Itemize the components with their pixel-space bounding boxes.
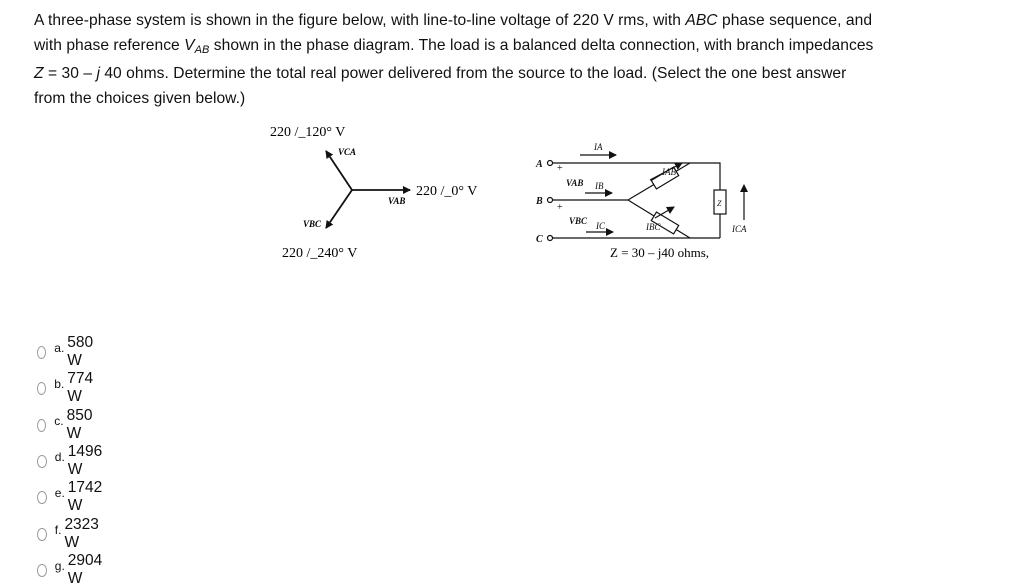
option-a[interactable] [37,334,97,369]
plus-a-label: + [557,163,563,174]
ic-label: IC [596,221,605,231]
vbc-label: VBC [569,216,588,226]
phasor-vab-value: 220 /_0° V [416,184,478,199]
ia-label: IA [594,142,603,152]
question-line-1: A three-phase system is shown in the figure below, with line-to-line voltage of 220 V rms, with ABC phase sequence, and [34,12,873,29]
option-g-letter: g. [54,559,65,573]
option-a-value: 580 W [67,334,94,369]
plus-b-label: + [557,202,563,213]
vab-label: VAB [566,178,584,188]
ibc-label: IBC [646,222,661,232]
option-e[interactable] [37,479,106,514]
ica-label: ICA [732,224,747,234]
option-f[interactable] [37,516,102,551]
option-a-letter: a. [54,341,65,355]
phasor-vbc-arrow [326,190,352,228]
radio-option-a[interactable] [37,346,46,359]
radio-option-e[interactable] [37,491,47,504]
radio-option-d[interactable] [37,455,47,468]
option-f-letter: f. [54,523,62,537]
phasor-vbc-label: VBC [303,219,322,229]
z-ca-label: Z [717,199,722,208]
option-f-value: 2323 W [64,516,99,551]
radio-option-g[interactable] [37,564,47,577]
phasor-vab-label: VAB [388,196,406,206]
phasor-vbc-value: 220 /_240° V [282,246,358,261]
option-d-letter: d. [54,450,65,464]
node-b-label: B [536,196,543,207]
phasor-vca-value: 220 /_120° V [270,125,346,140]
node-c-label: C [536,234,543,245]
radio-option-f[interactable] [37,528,47,541]
radio-option-c[interactable] [37,419,46,432]
phasor-diagram [270,125,477,261]
question-line-2: with phase reference $V_{AB}$ shown in the phase diagram. The load is a balanced delta connection, with branch impedances [34,36,874,56]
option-b[interactable] [37,370,97,405]
option-b-value: 774 W [67,370,94,405]
ib-label: IB [595,181,604,191]
question-line-3: Z = 30 – j 40 ohms. Determine the total real power delivered from the source to the load. (Select the one best answer [34,65,847,82]
option-d-value: 1496 W [67,443,103,478]
phasor-vca-label: VCA [338,147,357,157]
option-g-value: 2904 W [67,552,103,587]
terminal-c [548,236,553,241]
option-c[interactable] [37,407,96,442]
node-a-label: A [536,159,543,170]
impedance-value: Z = 30 – j40 ohms, [610,245,710,260]
iab-label: IAB [662,167,676,177]
option-e-value: 1742 W [67,479,103,514]
radio-option-b[interactable] [37,382,46,395]
option-b-letter: b. [54,377,65,391]
option-g[interactable] [37,552,106,587]
terminal-b [548,198,553,203]
option-e-letter: e. [54,486,65,500]
terminal-a [548,161,553,166]
option-c-value: 850 W [66,407,93,442]
question-line-4: from the choices given below.) [34,89,246,107]
delta-circuit [548,161,727,241]
option-d[interactable] [37,443,106,478]
option-c-letter: c. [54,414,64,428]
